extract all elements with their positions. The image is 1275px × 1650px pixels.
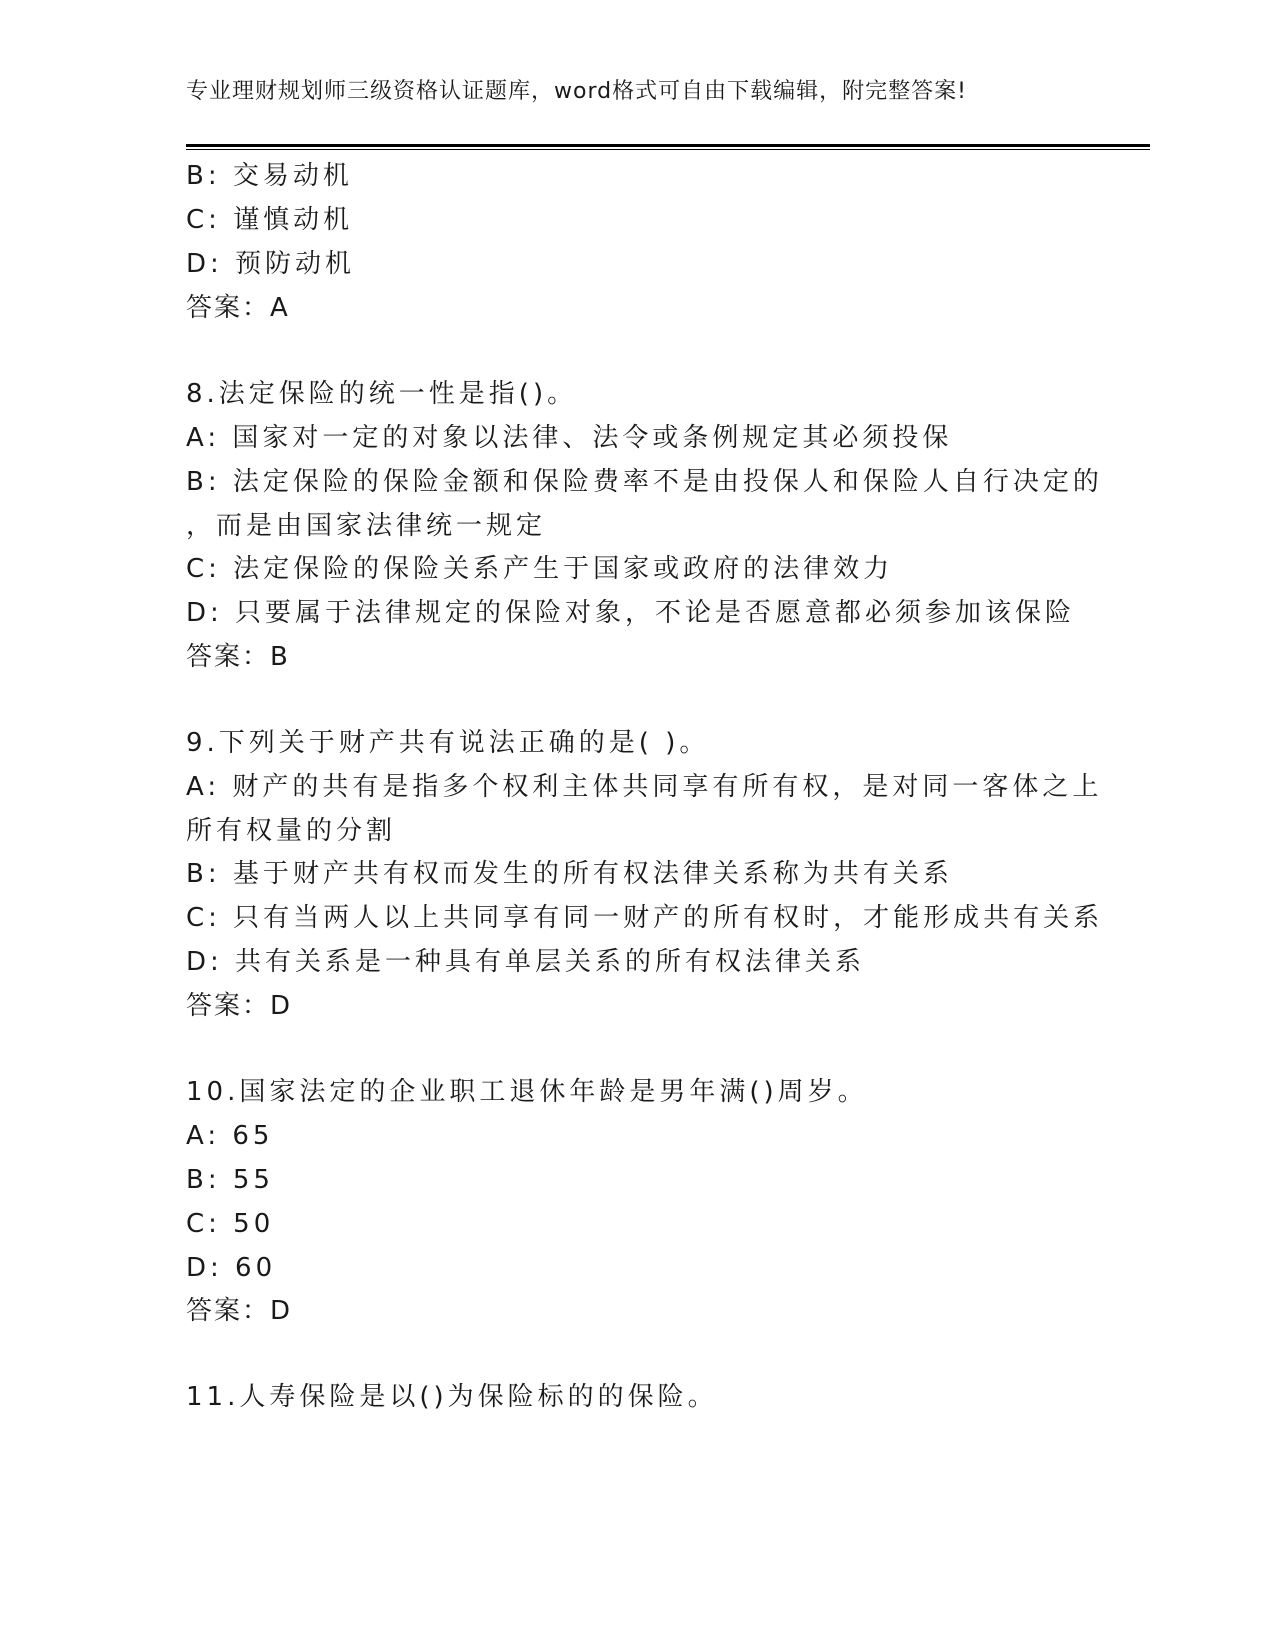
q10-stem: 10.国家法定的企业职工退休年龄是男年满()周岁。 — [186, 1077, 868, 1107]
page-header: 专业理财规划师三级资格认证题库，word格式可自由下载编辑，附完整答案! — [186, 79, 967, 104]
q8-option-b-line2: ，而是由国家法律统一规定 — [186, 511, 547, 541]
q8-stem: 8.法定保险的统一性是指()。 — [186, 379, 578, 409]
q7-answer: 答案：A — [186, 293, 290, 323]
q8-answer: 答案：B — [186, 642, 290, 672]
q9-option-c: C: 只有当两人以上共同享有同一财产的所有权时，才能形成共有关系 — [186, 903, 1104, 933]
q7-option-d: D: 预防动机 — [186, 249, 356, 279]
header-rule-thick — [186, 144, 1150, 147]
q9-option-b: B: 基于财产共有权而发生的所有权法律关系称为共有关系 — [186, 859, 953, 889]
q10-option-c: C: 50 — [186, 1209, 275, 1239]
q9-stem: 9.下列关于财产共有说法正确的是( )。 — [186, 728, 710, 758]
q9-option-a-line1: A: 财产的共有是指多个权利主体共同享有所有权，是对同一客体之上 — [186, 772, 1103, 802]
q8-option-d: D: 只要属于法律规定的保险对象，不论是否愿意都必须参加该保险 — [186, 598, 1076, 628]
q7-option-b: B: 交易动机 — [186, 161, 353, 191]
q7-option-c: C: 谨慎动机 — [186, 205, 354, 235]
q11-stem: 11.人寿保险是以()为保险标的的保险。 — [186, 1382, 718, 1412]
q8-option-b-line1: B: 法定保险的保险金额和保险费率不是由投保人和保险人自行决定的 — [186, 467, 1103, 497]
q9-option-a-line2: 所有权量的分割 — [186, 816, 397, 846]
q10-option-b: B: 55 — [186, 1165, 274, 1195]
q9-answer: 答案：D — [186, 991, 293, 1021]
header-rule-thin — [186, 149, 1150, 150]
q10-option-a: A: 65 — [186, 1121, 274, 1151]
q9-option-d: D: 共有关系是一种具有单层关系的所有权法律关系 — [186, 947, 866, 977]
q8-option-c: C: 法定保险的保险关系产生于国家或政府的法律效力 — [186, 554, 894, 584]
q10-answer: 答案：D — [186, 1296, 293, 1326]
q10-option-d: D: 60 — [186, 1253, 277, 1283]
q8-option-a: A: 国家对一定的对象以法律、法令或条例规定其必须投保 — [186, 423, 953, 453]
